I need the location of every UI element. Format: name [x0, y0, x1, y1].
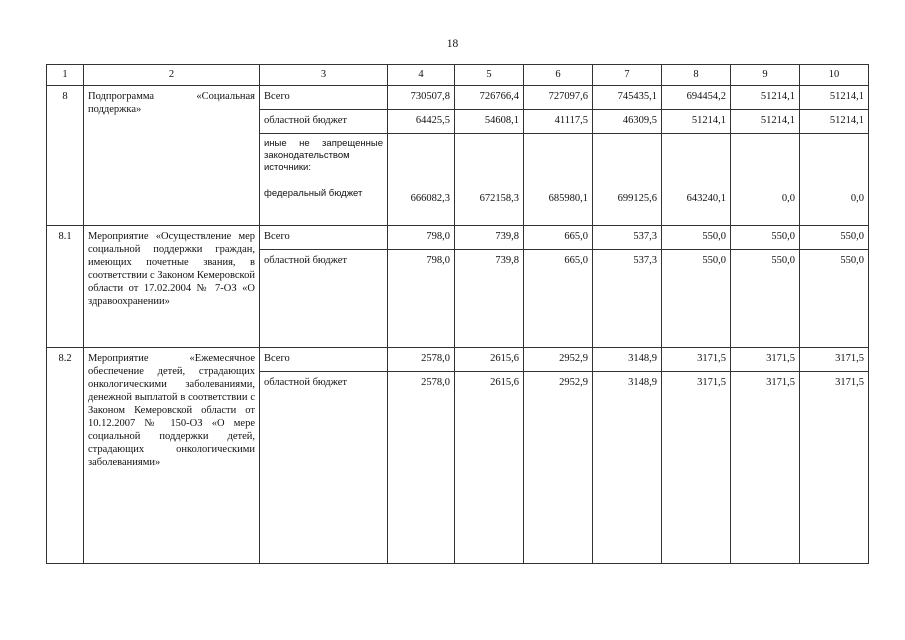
header-cell: 5	[455, 65, 524, 86]
value-cell: 3171,5	[731, 372, 800, 564]
header-cell: 4	[388, 65, 455, 86]
value-cell: 537,3	[593, 226, 662, 250]
value-cell: 51214,1	[731, 110, 800, 134]
value-cell: 537,3	[593, 250, 662, 348]
header-row	[47, 65, 869, 86]
header-cell: 8	[662, 65, 731, 86]
value-cell: 739,8	[455, 226, 524, 250]
value-cell: 643240,1	[662, 134, 731, 226]
value-cell: 550,0	[662, 250, 731, 348]
value-cell: 0,0	[800, 134, 869, 226]
section-name: Подпрограмма «Социальная поддержка»	[84, 86, 260, 226]
value-cell: 3171,5	[731, 348, 800, 372]
value-cell: 727097,6	[524, 86, 593, 110]
source-note: иные не запрещенные законодательством источники:	[264, 138, 383, 173]
value-cell: 685980,1	[524, 134, 593, 226]
value-cell: 2578,0	[388, 348, 455, 372]
table-row	[47, 226, 869, 250]
value-cell: 2952,9	[524, 372, 593, 564]
source-cell: Всего	[260, 348, 388, 372]
value-cell: 665,0	[524, 250, 593, 348]
value-cell: 51214,1	[731, 86, 800, 110]
value-cell: 51214,1	[800, 110, 869, 134]
source-cell: Всего	[260, 226, 388, 250]
value-cell: 550,0	[731, 226, 800, 250]
source-label: федеральный бюджет	[264, 188, 363, 199]
value-cell: 51214,1	[800, 86, 869, 110]
table-row	[47, 86, 869, 110]
value-cell: 672158,3	[455, 134, 524, 226]
source-cell: областной бюджет	[260, 372, 388, 564]
header-cell: 10	[800, 65, 869, 86]
table-row	[47, 348, 869, 372]
value-cell: 666082,3	[388, 134, 455, 226]
value-cell: 2615,6	[455, 348, 524, 372]
value-cell: 694454,2	[662, 86, 731, 110]
header-cell: 6	[524, 65, 593, 86]
value-cell: 3171,5	[800, 348, 869, 372]
value-cell: 798,0	[388, 226, 455, 250]
value-cell: 3148,9	[593, 348, 662, 372]
section-number: 8.2	[47, 348, 84, 564]
value-cell: 2952,9	[524, 348, 593, 372]
section-number: 8	[47, 86, 84, 226]
value-cell: 665,0	[524, 226, 593, 250]
value-cell: 3148,9	[593, 372, 662, 564]
section-name: Мероприятие «Осуществление мер социальной поддержки граждан, имеющих почетные звания, в соответствии с Законом Кемеровской области от 17.02.2004 № 7-ОЗ «О здравоохранении»	[84, 226, 260, 348]
value-cell: 3171,5	[662, 348, 731, 372]
value-cell: 550,0	[662, 226, 731, 250]
value-cell: 46309,5	[593, 110, 662, 134]
header-cell: 9	[731, 65, 800, 86]
value-cell: 550,0	[800, 250, 869, 348]
value-cell: 54608,1	[455, 110, 524, 134]
page-number: 18	[446, 38, 459, 50]
section-number: 8.1	[47, 226, 84, 348]
header-cell: 2	[84, 65, 260, 86]
header-cell: 7	[593, 65, 662, 86]
budget-table	[46, 64, 869, 564]
value-cell: 730507,8	[388, 86, 455, 110]
source-cell: областной бюджет	[260, 250, 388, 348]
source-cell	[260, 134, 388, 226]
value-cell: 64425,5	[388, 110, 455, 134]
value-cell: 0,0	[731, 134, 800, 226]
header-cell: 3	[260, 65, 388, 86]
value-cell: 745435,1	[593, 86, 662, 110]
section-name: Мероприятие «Ежемесячное обеспечение детей, страдающих онкологическими заболеваниями, денежной выплатой в соответствии с Законом Кемеровской области от 10.12.2007 № 150-ОЗ «О мере социальной поддержки детей, страдающих онкологическими заболеваниями»	[84, 348, 260, 564]
value-cell: 726766,4	[455, 86, 524, 110]
value-cell: 51214,1	[662, 110, 731, 134]
header-cell: 1	[47, 65, 84, 86]
value-cell: 3171,5	[662, 372, 731, 564]
value-cell: 41117,5	[524, 110, 593, 134]
value-cell: 550,0	[800, 226, 869, 250]
value-cell: 699125,6	[593, 134, 662, 226]
source-cell: областной бюджет	[260, 110, 388, 134]
value-cell: 3171,5	[800, 372, 869, 564]
source-cell: Всего	[260, 86, 388, 110]
value-cell: 2615,6	[455, 372, 524, 564]
value-cell: 739,8	[455, 250, 524, 348]
value-cell: 798,0	[388, 250, 455, 348]
value-cell: 2578,0	[388, 372, 455, 564]
value-cell: 550,0	[731, 250, 800, 348]
